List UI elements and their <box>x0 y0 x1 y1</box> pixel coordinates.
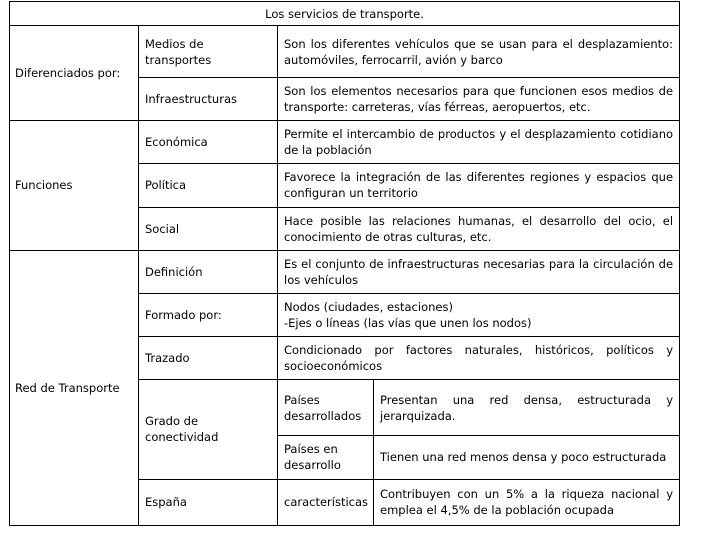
transport-services-table <box>9 1 680 526</box>
term-formado: Formado por: <box>139 293 278 336</box>
desc-economica: Permite el intercambio de productos y el desplazamiento cotidiano de la población <box>278 121 680 164</box>
term-definicion: Definición <box>139 250 278 293</box>
subterm-caracteristicas: características <box>278 479 374 525</box>
desc-formado-line1: Nodos (ciudades, estaciones) <box>284 300 453 315</box>
term-espana: España <box>139 479 278 525</box>
category-funciones: Funciones <box>10 121 139 251</box>
desc-formado <box>278 293 680 336</box>
desc-infraestructuras: Son los elementos necesarios para que funcionen esos medios de transporte: carreteras, vías férreas, aeropuertos, etc. <box>278 77 680 120</box>
desc-politica: Favorece la integración de las diferentes regiones y espacios que configuran un territorio <box>278 164 680 207</box>
term-trazado: Trazado <box>139 337 278 380</box>
subterm-en-desarrollo: Países en desarrollo <box>278 436 374 479</box>
desc-definicion: Es el conjunto de infraestructuras necesarias para la circulación de los vehículos <box>278 250 680 293</box>
term-medios: Medios de transportes <box>139 26 278 78</box>
desc-desarrollados: Presentan una red densa, estructurada y jerarquizada. <box>374 380 680 436</box>
term-conectividad: Grado de conectividad <box>139 380 278 479</box>
desc-social: Hace posible las relaciones humanas, el desarrollo del ocio, el conocimiento de otras culturas, etc. <box>278 207 680 250</box>
desc-medios: Son los diferentes vehículos que se usan para el desplazamiento: automóviles, ferrocarril, avión y barco <box>278 26 680 78</box>
category-red-transporte: Red de Transporte <box>10 250 139 525</box>
category-diferenciados: Diferenciados por: <box>10 26 139 121</box>
desc-espana: Contribuyen con un 5% a la riqueza nacional y emplea el 4,5% de la población ocupada <box>374 479 680 525</box>
desc-en-desarrollo: Tienen una red menos densa y poco estructurada <box>374 436 680 479</box>
term-social: Social <box>139 207 278 250</box>
term-infraestructuras: Infraestructuras <box>139 77 278 120</box>
desc-formado-line2: -Ejes o líneas (las vías que unen los nodos) <box>284 316 532 331</box>
term-economica: Económica <box>139 121 278 164</box>
desc-trazado: Condicionado por factores naturales, históricos, políticos y socioeconómicos <box>278 337 680 380</box>
table-title: Los servicios de transporte. <box>10 2 680 26</box>
subterm-desarrollados: Países desarrollados <box>278 380 374 436</box>
term-politica: Política <box>139 164 278 207</box>
